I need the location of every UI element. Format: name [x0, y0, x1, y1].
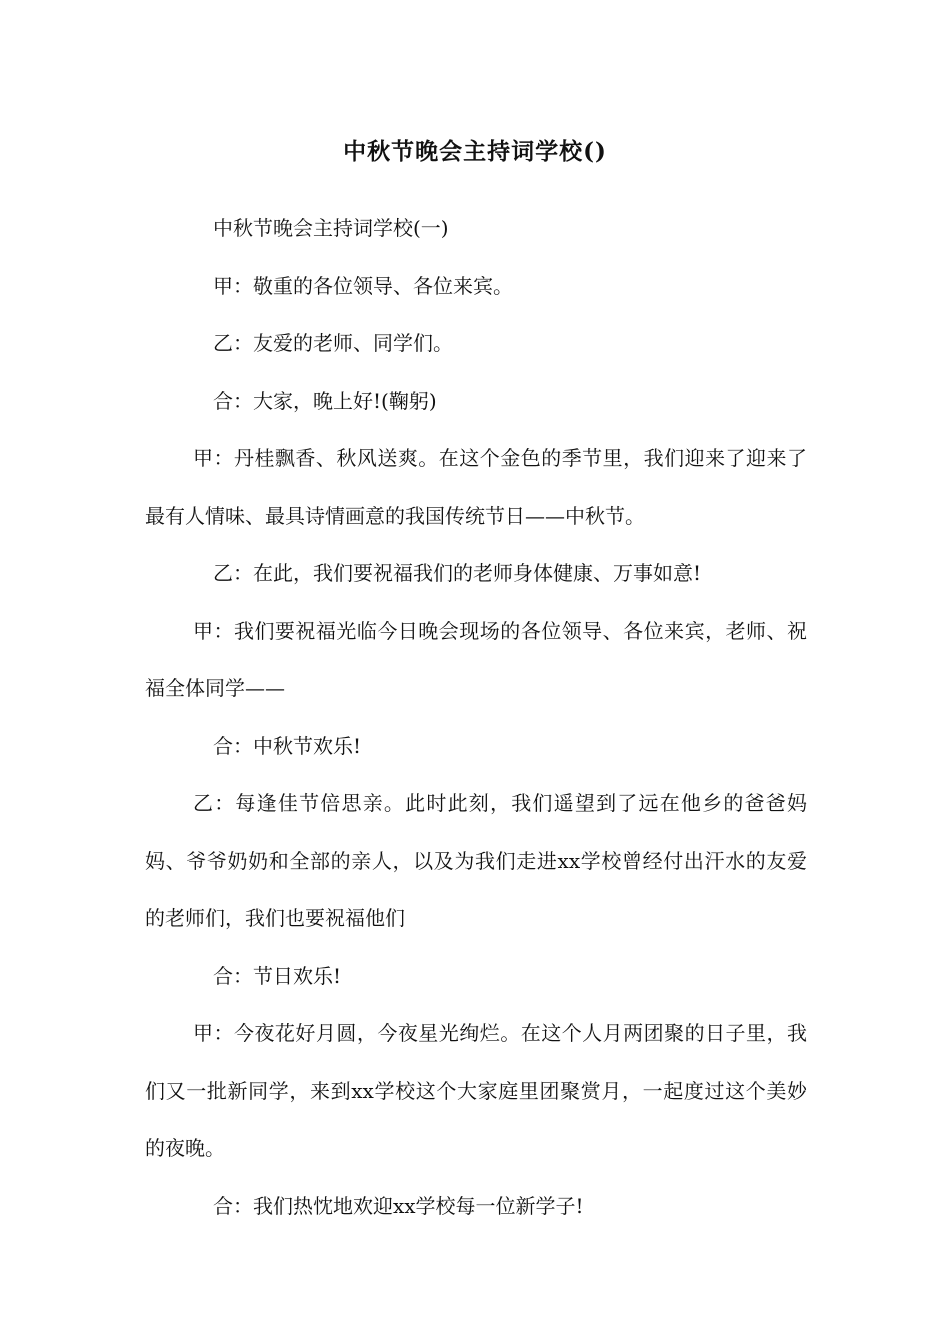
document-body — [145, 200, 807, 1235]
paragraph-dialogue: 合：中秋节欢乐! — [213, 733, 362, 758]
paragraph-subtitle: 中秋节晚会主持词学校(一) — [213, 216, 449, 240]
paragraph-dialogue: 乙：友爱的老师、同学们。 — [213, 331, 453, 355]
paragraph-dialogue: 甲：丹桂飘香、秋风送爽。在这个金色的季节里，我们迎来了迎来了最有人情味、最具诗情画意的我国传统节日——中秋节。 — [145, 446, 807, 528]
paragraph-dialogue: 乙：在此，我们要祝福我们的老师身体健康、万事如意! — [213, 561, 702, 585]
paragraph-dialogue: 甲：我们要祝福光临今日晚会现场的各位领导、各位来宾，老师、祝福全体同学—— — [145, 618, 807, 700]
paragraph-dialogue: 合：我们热忱地欢迎xx学校每一位新学子! — [213, 1193, 584, 1218]
paragraph-dialogue: 甲：敬重的各位领导、各位来宾。 — [213, 273, 513, 298]
paragraph-dialogue: 乙：每逢佳节倍思亲。此时此刻，我们遥望到了远在他乡的爸爸妈妈、爷爷奶奶和全部的亲人，以及为我们走进xx学校曾经付出汗水的友爱的老师们，我们也要祝福他们 — [145, 791, 807, 930]
paragraph-dialogue: 合：节日欢乐! — [213, 963, 342, 988]
paragraph-dialogue: 甲：今夜花好月圆，今夜星光绚烂。在这个人月两团聚的日子里，我们又一批新同学，来到xx学校这个大家庭里团聚赏月，一起度过这个美妙的夜晚。 — [145, 1021, 807, 1160]
document-title: 中秋节晚会主持词学校() — [343, 138, 607, 165]
paragraph-dialogue: 合：大家，晚上好!(鞠躬) — [213, 388, 437, 413]
